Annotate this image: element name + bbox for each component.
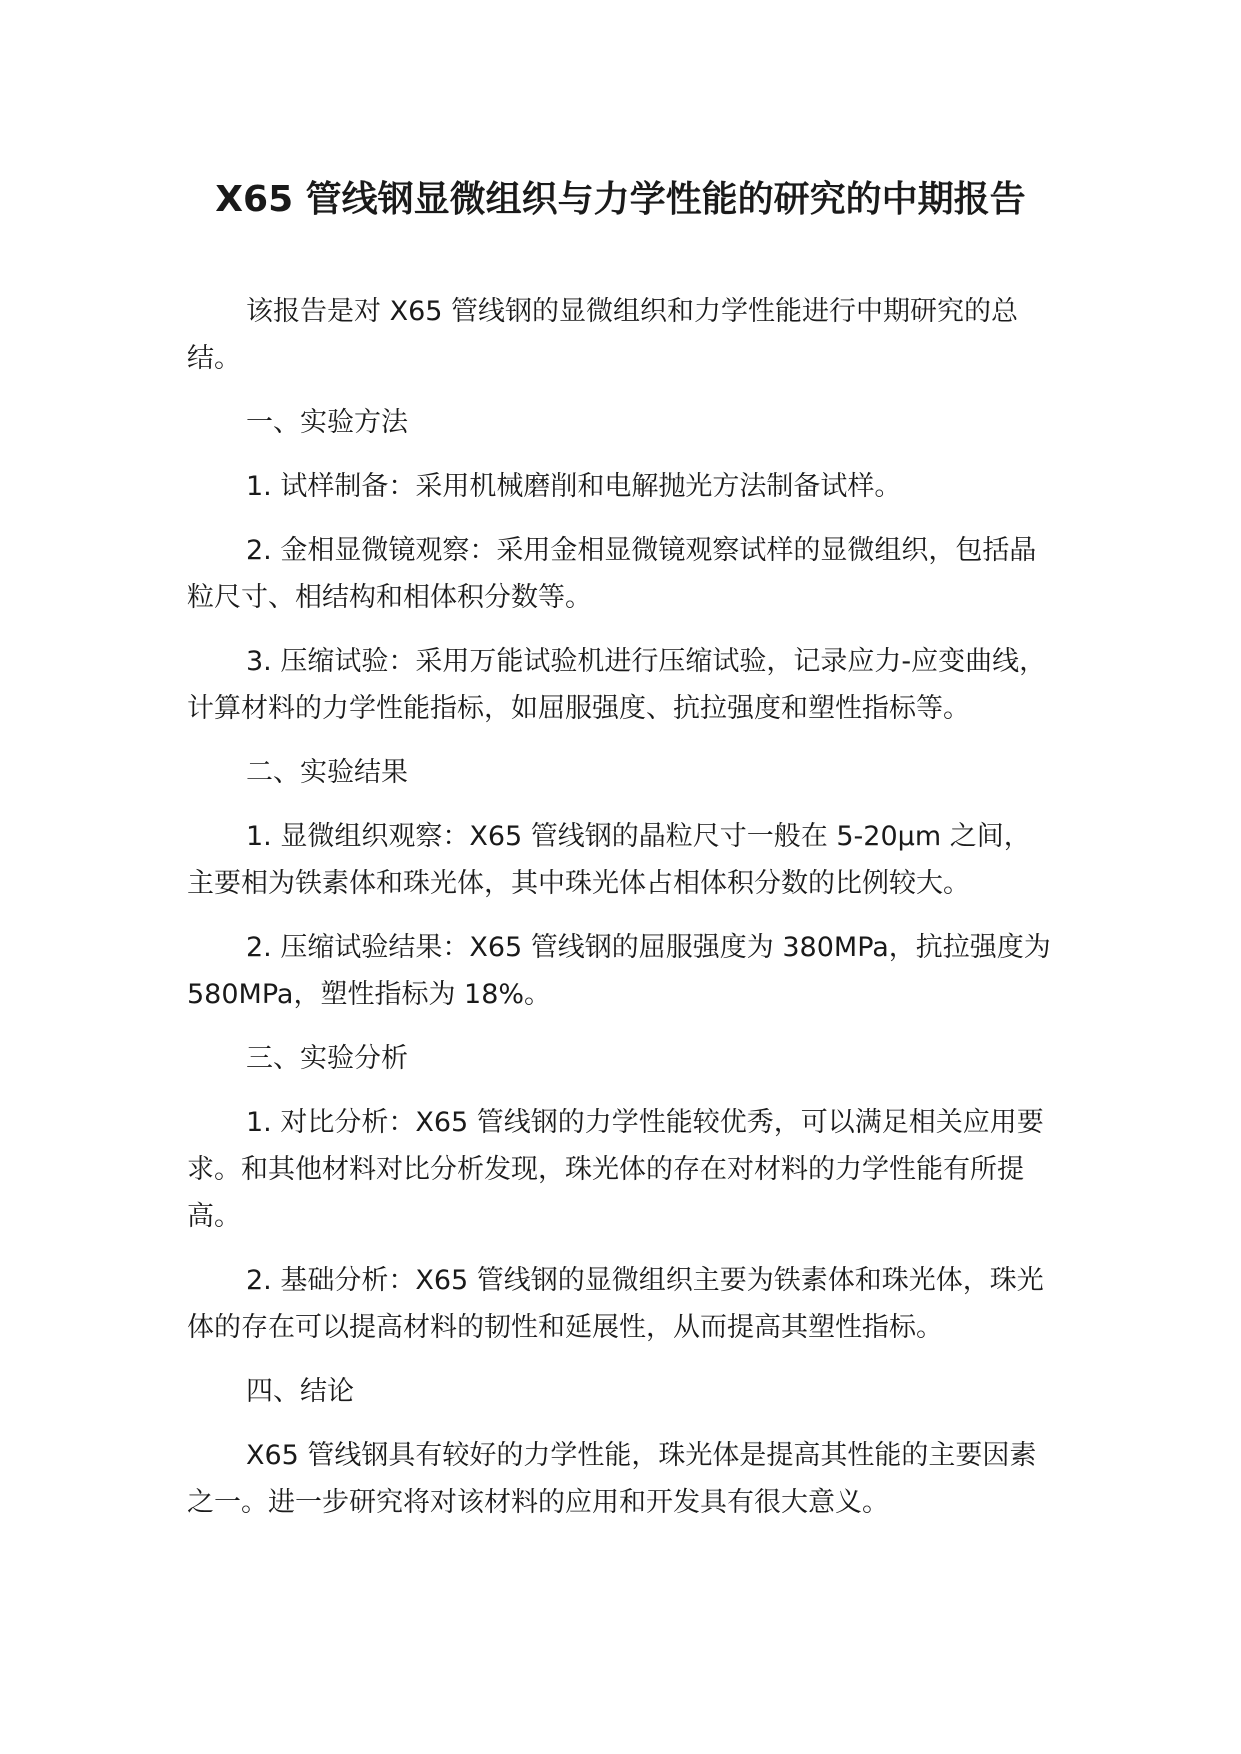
method-item-3: 3. 压缩试验：采用万能试验机进行压缩试验，记录应力-应变曲线，计算材料的力学性能指标，如屈服强度、抗拉强度和塑性指标等。 [187, 646, 1047, 724]
section-heading-results: 二、实验结果 [246, 757, 408, 788]
result-item-2: 2. 压缩试验结果：X65 管线钢的屈服强度为 380MPa，抗拉强度为 580MPa，塑性指标为 18%。 [187, 932, 1051, 1010]
section-heading-conclusion: 四、结论 [246, 1376, 354, 1407]
analysis-item-1: 1. 对比分析：X65 管线钢的力学性能较优秀，可以满足相关应用要求。和其他材料对比分析发现，珠光体的存在对材料的力学性能有所提高。 [187, 1107, 1044, 1232]
result-item-1: 1. 显微组织观察：X65 管线钢的晶粒尺寸一般在 5-20μm 之间，主要相为铁素体和珠光体，其中珠光体占相体积分数的比例较大。 [187, 821, 1031, 899]
method-item-1: 1. 试样制备：采用机械磨削和电解抛光方法制备试样。 [246, 471, 902, 502]
document-body [187, 288, 1055, 1543]
analysis-item-2: 2. 基础分析：X65 管线钢的显微组织主要为铁素体和珠光体，珠光体的存在可以提高材料的韧性和延展性，从而提高其塑性指标。 [187, 1265, 1044, 1343]
conclusion-paragraph: X65 管线钢具有较好的力学性能，珠光体是提高其性能的主要因素之一。进一步研究将对该材料的应用和开发具有很大意义。 [187, 1440, 1037, 1518]
method-item-2: 2. 金相显微镜观察：采用金相显微镜观察试样的显微组织，包括晶粒尺寸、相结构和相体积分数等。 [187, 535, 1037, 613]
intro-paragraph: 该报告是对 X65 管线钢的显微组织和力学性能进行中期研究的总结。 [187, 296, 1019, 374]
section-heading-analysis: 三、实验分析 [246, 1043, 408, 1074]
section-heading-methods: 一、实验方法 [246, 407, 408, 438]
document-title: X65 管线钢显微组织与力学性能的研究的中期报告 [215, 179, 1026, 220]
